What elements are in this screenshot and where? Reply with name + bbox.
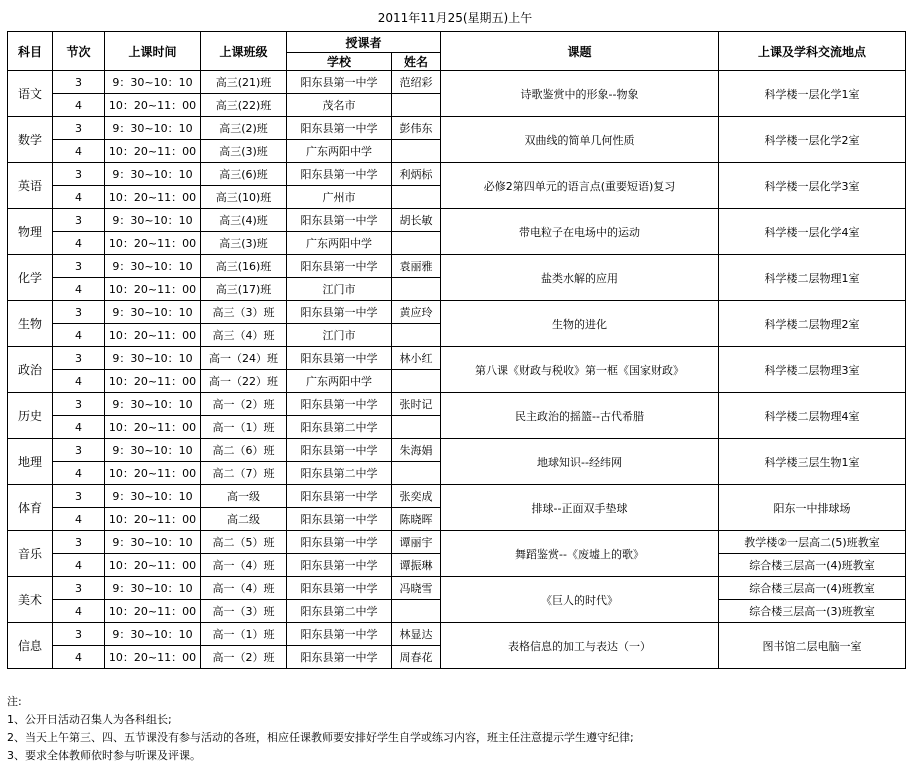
subject-cell: 信息 [8, 623, 53, 669]
school-cell: 阳东县第一中学 [287, 554, 392, 577]
location-cell: 科学楼二层物理2室 [719, 301, 906, 347]
period-cell: 3 [53, 347, 105, 370]
school-cell: 阳东县第一中学 [287, 577, 392, 600]
school-cell: 阳东县第一中学 [287, 531, 392, 554]
teacher-name-cell: 袁丽雅 [392, 255, 441, 278]
subject-cell: 数学 [8, 117, 53, 163]
period-cell: 3 [53, 301, 105, 324]
table-row [8, 301, 906, 324]
school-cell: 广东两阳中学 [287, 370, 392, 393]
teacher-name-cell: 冯晓雪 [392, 577, 441, 600]
period-cell: 4 [53, 508, 105, 531]
subject-cell: 历史 [8, 393, 53, 439]
school-cell: 阳东县第二中学 [287, 462, 392, 485]
period-cell: 3 [53, 485, 105, 508]
school-cell: 阳东县第一中学 [287, 508, 392, 531]
topic-cell: 带电粒子在电场中的运动 [441, 209, 719, 255]
class-cell: 高二（6）班 [201, 439, 287, 462]
subject-cell: 生物 [8, 301, 53, 347]
class-cell: 高一（2）班 [201, 393, 287, 416]
class-cell: 高二（7）班 [201, 462, 287, 485]
class-cell: 高三(17)班 [201, 278, 287, 301]
time-cell: 10：20~11：00 [105, 370, 201, 393]
location-cell: 阳东一中排球场 [719, 485, 906, 531]
header-class: 上课班级 [201, 32, 287, 71]
time-cell: 10：20~11：00 [105, 646, 201, 669]
period-cell: 4 [53, 462, 105, 485]
time-cell: 9：30~10：10 [105, 531, 201, 554]
time-cell: 10：20~11：00 [105, 278, 201, 301]
table-row [8, 577, 906, 600]
teacher-name-cell: 胡长敏 [392, 209, 441, 232]
school-cell: 阳东县第一中学 [287, 71, 392, 94]
teacher-name-cell: 周春花 [392, 646, 441, 669]
time-cell: 10：20~11：00 [105, 508, 201, 531]
time-cell: 9：30~10：10 [105, 301, 201, 324]
header-subject: 科目 [8, 32, 53, 71]
time-cell: 10：20~11：00 [105, 554, 201, 577]
teacher-name-cell: 陈晓晖 [392, 508, 441, 531]
class-cell: 高三(2)班 [201, 117, 287, 140]
class-cell: 高三(3)班 [201, 140, 287, 163]
period-cell: 3 [53, 393, 105, 416]
class-cell: 高一（1）班 [201, 623, 287, 646]
school-cell: 阳东县第一中学 [287, 209, 392, 232]
location-cell: 综合楼三层高一(3)班教室 [719, 600, 906, 623]
time-cell: 9：30~10：10 [105, 577, 201, 600]
teacher-name-cell [392, 94, 441, 117]
class-cell: 高三(3)班 [201, 232, 287, 255]
table-row [8, 209, 906, 232]
period-cell: 4 [53, 554, 105, 577]
time-cell: 9：30~10：10 [105, 623, 201, 646]
school-cell: 广东两阳中学 [287, 232, 392, 255]
teacher-name-cell: 朱海娟 [392, 439, 441, 462]
school-cell: 阳东县第一中学 [287, 393, 392, 416]
period-cell: 3 [53, 577, 105, 600]
header-row [8, 32, 906, 53]
school-cell: 阳东县第一中学 [287, 163, 392, 186]
subject-cell: 地理 [8, 439, 53, 485]
period-cell: 3 [53, 255, 105, 278]
time-cell: 9：30~10：10 [105, 71, 201, 94]
time-cell: 10：20~11：00 [105, 462, 201, 485]
class-cell: 高一（3）班 [201, 600, 287, 623]
topic-cell: 生物的进化 [441, 301, 719, 347]
table-row [8, 255, 906, 278]
period-cell: 4 [53, 94, 105, 117]
class-cell: 高一（4）班 [201, 554, 287, 577]
location-cell: 科学楼一层化学1室 [719, 71, 906, 117]
teacher-name-cell [392, 416, 441, 439]
schedule-body [8, 71, 906, 669]
location-cell: 科学楼一层化学2室 [719, 117, 906, 163]
period-cell: 3 [53, 209, 105, 232]
topic-cell: 诗歌鉴赏中的形象--物象 [441, 71, 719, 117]
period-cell: 4 [53, 232, 105, 255]
school-cell: 江门市 [287, 324, 392, 347]
teacher-name-cell: 黄应玲 [392, 301, 441, 324]
time-cell: 10：20~11：00 [105, 324, 201, 347]
school-cell: 广东两阳中学 [287, 140, 392, 163]
school-cell: 阳东县第一中学 [287, 255, 392, 278]
table-row [8, 117, 906, 140]
subject-cell: 美术 [8, 577, 53, 623]
page-title: 2011年11月25(星期五)上午 [377, 11, 533, 25]
class-cell: 高三（3）班 [201, 301, 287, 324]
period-cell: 3 [53, 531, 105, 554]
period-cell: 4 [53, 324, 105, 347]
time-cell: 10：20~11：00 [105, 600, 201, 623]
teacher-name-cell: 彭伟东 [392, 117, 441, 140]
class-cell: 高一（22）班 [201, 370, 287, 393]
class-cell: 高三(16)班 [201, 255, 287, 278]
period-cell: 4 [53, 416, 105, 439]
teacher-name-cell: 林显达 [392, 623, 441, 646]
header-time: 上课时间 [105, 32, 201, 71]
school-cell: 茂名市 [287, 94, 392, 117]
topic-cell: 《巨人的时代》 [441, 577, 719, 623]
period-cell: 4 [53, 370, 105, 393]
school-cell: 江门市 [287, 278, 392, 301]
location-cell: 综合楼三层高一(4)班教室 [719, 577, 906, 600]
teacher-name-cell: 谭丽宇 [392, 531, 441, 554]
location-cell: 科学楼一层化学4室 [719, 209, 906, 255]
period-cell: 4 [53, 140, 105, 163]
teacher-name-cell [392, 140, 441, 163]
class-cell: 高三(6)班 [201, 163, 287, 186]
topic-cell: 舞蹈鉴赏--《废墟上的歌》 [441, 531, 719, 577]
teacher-name-cell [392, 278, 441, 301]
school-cell: 阳东县第一中学 [287, 485, 392, 508]
location-cell: 科学楼二层物理4室 [719, 393, 906, 439]
teacher-name-cell: 林小红 [392, 347, 441, 370]
class-cell: 高一（2）班 [201, 646, 287, 669]
period-cell: 4 [53, 600, 105, 623]
table-row [8, 485, 906, 508]
class-cell: 高三（4）班 [201, 324, 287, 347]
period-cell: 3 [53, 623, 105, 646]
teacher-name-cell: 张奕成 [392, 485, 441, 508]
header-school: 学校 [287, 53, 392, 71]
topic-cell: 地球知识--经纬网 [441, 439, 719, 485]
period-cell: 3 [53, 117, 105, 140]
location-cell: 科学楼一层化学3室 [719, 163, 906, 209]
table-row [8, 439, 906, 462]
time-cell: 9：30~10：10 [105, 485, 201, 508]
time-cell: 9：30~10：10 [105, 209, 201, 232]
class-cell: 高三(21)班 [201, 71, 287, 94]
teacher-name-cell [392, 232, 441, 255]
teacher-name-cell: 谭振琳 [392, 554, 441, 577]
period-cell: 4 [53, 278, 105, 301]
topic-cell: 必修2第四单元的语言点(重要短语)复习 [441, 163, 719, 209]
header-teacher-group: 授课者 [287, 32, 441, 53]
location-cell: 综合楼三层高一(4)班教室 [719, 554, 906, 577]
table-row [8, 347, 906, 370]
location-cell: 科学楼三层生物1室 [719, 439, 906, 485]
topic-cell: 表格信息的加工与表达（一） [441, 623, 719, 669]
table-row [8, 71, 906, 94]
teacher-name-cell [392, 324, 441, 347]
table-row [8, 623, 906, 646]
period-cell: 3 [53, 71, 105, 94]
time-cell: 9：30~10：10 [105, 255, 201, 278]
subject-cell: 语文 [8, 71, 53, 117]
teacher-name-cell: 范绍彩 [392, 71, 441, 94]
header-name: 姓名 [392, 53, 441, 71]
table-row [8, 163, 906, 186]
teacher-name-cell [392, 600, 441, 623]
note-item: 2、当天上午第三、四、五节课没有参与活动的各班，相应任课教师要安排好学生自学或练习内容，班主任注意提示学生遵守纪律; [7, 731, 634, 744]
school-cell: 阳东县第一中学 [287, 439, 392, 462]
location-cell: 图书馆二层电脑一室 [719, 623, 906, 669]
subject-cell: 政治 [8, 347, 53, 393]
class-cell: 高一级 [201, 485, 287, 508]
note-item: 1、公开日活动召集人为各科组长; [7, 713, 172, 726]
school-cell: 阳东县第二中学 [287, 416, 392, 439]
school-cell: 阳东县第一中学 [287, 623, 392, 646]
teacher-name-cell [392, 186, 441, 209]
location-cell: 科学楼二层物理3室 [719, 347, 906, 393]
header-period: 节次 [53, 32, 105, 71]
note-item: 3、要求全体教师依时参与听课及评课。 [7, 749, 201, 762]
header-location: 上课及学科交流地点 [719, 32, 906, 71]
time-cell: 9：30~10：10 [105, 439, 201, 462]
period-cell: 4 [53, 186, 105, 209]
subject-cell: 英语 [8, 163, 53, 209]
topic-cell: 双曲线的简单几何性质 [441, 117, 719, 163]
teacher-name-cell [392, 462, 441, 485]
school-cell: 阳东县第二中学 [287, 600, 392, 623]
class-cell: 高三(10)班 [201, 186, 287, 209]
schedule-table [7, 31, 906, 669]
teacher-name-cell: 利炳标 [392, 163, 441, 186]
location-cell: 科学楼二层物理1室 [719, 255, 906, 301]
class-cell: 高二（5）班 [201, 531, 287, 554]
subject-cell: 物理 [8, 209, 53, 255]
period-cell: 3 [53, 439, 105, 462]
teacher-name-cell [392, 370, 441, 393]
class-cell: 高一（1）班 [201, 416, 287, 439]
subject-cell: 体育 [8, 485, 53, 531]
class-cell: 高二级 [201, 508, 287, 531]
time-cell: 9：30~10：10 [105, 163, 201, 186]
class-cell: 高一（24）班 [201, 347, 287, 370]
teacher-name-cell: 张时记 [392, 393, 441, 416]
school-cell: 阳东县第一中学 [287, 646, 392, 669]
school-cell: 阳东县第一中学 [287, 117, 392, 140]
table-row [8, 393, 906, 416]
class-cell: 高三(4)班 [201, 209, 287, 232]
header-topic: 课题 [441, 32, 719, 71]
time-cell: 10：20~11：00 [105, 94, 201, 117]
notes-heading: 注: [7, 695, 22, 708]
topic-cell: 民主政治的摇篮--古代希腊 [441, 393, 719, 439]
topic-cell: 第八课《财政与税收》第一框《国家财政》 [441, 347, 719, 393]
table-row [8, 531, 906, 554]
time-cell: 9：30~10：10 [105, 393, 201, 416]
period-cell: 4 [53, 646, 105, 669]
class-cell: 高三(22)班 [201, 94, 287, 117]
subject-cell: 化学 [8, 255, 53, 301]
period-cell: 3 [53, 163, 105, 186]
time-cell: 10：20~11：00 [105, 416, 201, 439]
topic-cell: 排球--正面双手垫球 [441, 485, 719, 531]
location-cell: 教学楼②一层高二(5)班教室 [719, 531, 906, 554]
school-cell: 阳东县第一中学 [287, 301, 392, 324]
topic-cell: 盐类水解的应用 [441, 255, 719, 301]
class-cell: 高一（4）班 [201, 577, 287, 600]
time-cell: 10：20~11：00 [105, 232, 201, 255]
time-cell: 9：30~10：10 [105, 347, 201, 370]
notes-section [7, 693, 634, 765]
school-cell: 广州市 [287, 186, 392, 209]
subject-cell: 音乐 [8, 531, 53, 577]
time-cell: 9：30~10：10 [105, 117, 201, 140]
time-cell: 10：20~11：00 [105, 186, 201, 209]
school-cell: 阳东县第一中学 [287, 347, 392, 370]
time-cell: 10：20~11：00 [105, 140, 201, 163]
